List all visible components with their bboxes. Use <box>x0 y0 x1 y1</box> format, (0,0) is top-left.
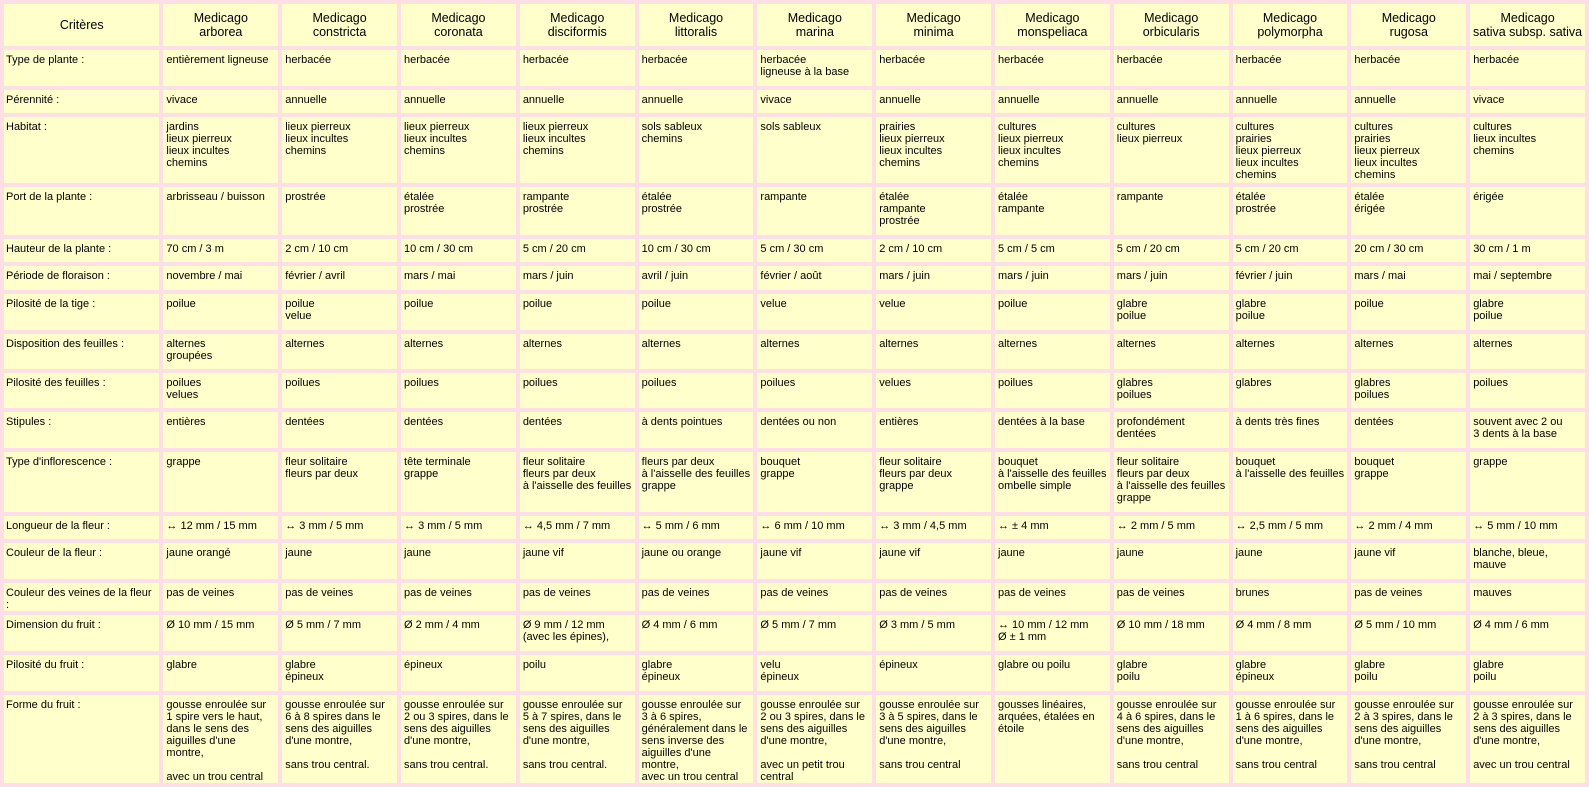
table-cell: gousse enroulée sur 2 à 3 spires, dans le sens des aiguilles d'une montre, avec un trou central <box>1470 695 1585 783</box>
row-label: Couleur de la fleur : <box>4 543 159 579</box>
row-label: Longueur de la fleur : <box>4 516 159 539</box>
table-cell: sols sableux <box>757 117 872 183</box>
species-header: Medicago minima <box>876 4 991 46</box>
table-cell: alternes <box>1351 334 1466 369</box>
table-cell: alternes <box>757 334 872 369</box>
table-cell: rampante prostrée <box>520 187 635 235</box>
table-cell: pas de veines <box>401 583 516 611</box>
table-cell: poilues <box>282 373 397 408</box>
table-row <box>4 655 1585 691</box>
table-cell: étalée prostrée <box>639 187 754 235</box>
table-cell: jaune orangé <box>163 543 278 579</box>
table-cell: alternes <box>876 334 991 369</box>
table-cell: brunes <box>1233 583 1348 611</box>
table-cell: ↔ 5 mm / 6 mm <box>639 516 754 539</box>
table-cell: alternes <box>282 334 397 369</box>
table-cell: jaune <box>282 543 397 579</box>
table-cell: ↔ 12 mm / 15 mm <box>163 516 278 539</box>
table-cell: fleur solitaire fleurs par deux à l'aisselle des feuilles grappe <box>1114 452 1229 512</box>
table-cell: poilue <box>401 294 516 330</box>
table-cell: arbrisseau / buisson <box>163 187 278 235</box>
table-cell: bouquet grappe <box>1351 452 1466 512</box>
table-cell: Ø 10 mm / 15 mm <box>163 615 278 651</box>
table-cell: herbacée <box>1233 50 1348 86</box>
table-cell: glabre poilue <box>1470 294 1585 330</box>
row-label: Pilosité des feuilles : <box>4 373 159 408</box>
table-row <box>4 412 1585 448</box>
species-header: Medicago littoralis <box>639 4 754 46</box>
table-cell: annuelle <box>876 90 991 113</box>
table-cell: gousse enroulée sur 1 spire vers le haut, dans le sens des aiguilles d'une montre, avec un trou central <box>163 695 278 783</box>
table-cell: lieux pierreux lieux incultes chemins <box>282 117 397 183</box>
table-cell: jaune <box>1114 543 1229 579</box>
table-cell: mai / septembre <box>1470 266 1585 290</box>
table-cell: cultures prairies lieux pierreux lieux incultes chemins <box>1351 117 1466 183</box>
row-label: Type de plante : <box>4 50 159 86</box>
table-cell: Ø 5 mm / 7 mm <box>282 615 397 651</box>
table-cell: poilue <box>639 294 754 330</box>
table-cell: glabres poilues <box>1114 373 1229 408</box>
table-cell: étalée rampante <box>995 187 1110 235</box>
table-cell: ↔ 10 mm / 12 mm Ø ± 1 mm <box>995 615 1110 651</box>
table-cell: mars / juin <box>520 266 635 290</box>
table-cell: velues <box>876 373 991 408</box>
table-cell: lieux pierreux lieux incultes chemins <box>401 117 516 183</box>
species-header: Medicago orbicularis <box>1114 4 1229 46</box>
table-cell: herbacée ligneuse à la base <box>757 50 872 86</box>
table-cell: dentées à la base <box>995 412 1110 448</box>
species-header: Medicago marina <box>757 4 872 46</box>
table-cell: 30 cm / 1 m <box>1470 239 1585 262</box>
table-cell: jaune vif <box>757 543 872 579</box>
table-cell: mars / juin <box>995 266 1110 290</box>
table-row <box>4 615 1585 651</box>
table-body <box>4 50 1585 783</box>
table-cell: lieux pierreux lieux incultes chemins <box>520 117 635 183</box>
row-label: Habitat : <box>4 117 159 183</box>
table-cell: dentées ou non <box>757 412 872 448</box>
table-cell: pas de veines <box>639 583 754 611</box>
table-cell: février / avril <box>282 266 397 290</box>
table-cell: prairies lieux pierreux lieux incultes chemins <box>876 117 991 183</box>
table-cell: jaune <box>995 543 1110 579</box>
table-cell: fleur solitaire fleurs par deux grappe <box>876 452 991 512</box>
table-cell: cultures lieux pierreux <box>1114 117 1229 183</box>
table-cell: ↔ 4,5 mm / 7 mm <box>520 516 635 539</box>
species-header: Medicago disciformis <box>520 4 635 46</box>
table-cell: poilue <box>163 294 278 330</box>
table-cell: herbacée <box>401 50 516 86</box>
table-cell: pas de veines <box>520 583 635 611</box>
table-cell: ↔ 3 mm / 5 mm <box>282 516 397 539</box>
table-cell: 5 cm / 20 cm <box>1114 239 1229 262</box>
row-label: Port de la plante : <box>4 187 159 235</box>
table-cell: gousse enroulée sur 2 à 3 spires, dans le sens des aiguilles d'une montre, sans trou central <box>1351 695 1466 783</box>
table-cell: alternes <box>520 334 635 369</box>
table-cell: ↔ ± 4 mm <box>995 516 1110 539</box>
table-cell: jaune <box>401 543 516 579</box>
table-cell: poilue velue <box>282 294 397 330</box>
table-cell: alternes <box>1233 334 1348 369</box>
table-row <box>4 117 1585 183</box>
table-cell: 5 cm / 5 cm <box>995 239 1110 262</box>
table-row <box>4 373 1585 408</box>
table-cell: pas de veines <box>995 583 1110 611</box>
table-cell: ↔ 2 mm / 5 mm <box>1114 516 1229 539</box>
table-cell: annuelle <box>1114 90 1229 113</box>
table-cell: pas de veines <box>163 583 278 611</box>
table-cell: mars / mai <box>1351 266 1466 290</box>
table-cell: herbacée <box>1470 50 1585 86</box>
table-cell: Ø 2 mm / 4 mm <box>401 615 516 651</box>
table-cell: annuelle <box>520 90 635 113</box>
table-cell: glabre ou poilu <box>995 655 1110 691</box>
table-cell: à dents très fines <box>1233 412 1348 448</box>
table-cell: poilue <box>995 294 1110 330</box>
table-cell: herbacée <box>520 50 635 86</box>
table-cell: pas de veines <box>757 583 872 611</box>
table-cell: velu épineux <box>757 655 872 691</box>
table-row <box>4 695 1585 783</box>
header-row <box>4 4 1585 46</box>
table-row <box>4 583 1585 611</box>
table-cell: glabre poilue <box>1233 294 1348 330</box>
table-cell: étalée prostrée <box>401 187 516 235</box>
table-cell: Ø 3 mm / 5 mm <box>876 615 991 651</box>
table-cell: vivace <box>1470 90 1585 113</box>
table-cell: 70 cm / 3 m <box>163 239 278 262</box>
table-cell: grappe <box>1470 452 1585 512</box>
table-cell: fleur solitaire fleurs par deux à l'aisselle des feuilles <box>520 452 635 512</box>
table-cell: rampante <box>757 187 872 235</box>
table-cell: ↔ 3 mm / 4,5 mm <box>876 516 991 539</box>
table-row <box>4 516 1585 539</box>
table-cell: glabre poilu <box>1470 655 1585 691</box>
table-cell: fleurs par deux à l'aisselle des feuilles grappe <box>639 452 754 512</box>
row-label: Période de floraison : <box>4 266 159 290</box>
table-row <box>4 543 1585 579</box>
table-cell: Ø 4 mm / 8 mm <box>1233 615 1348 651</box>
table-cell: cultures lieux pierreux lieux incultes chemins <box>995 117 1110 183</box>
criteria-header: Critères <box>4 4 159 46</box>
table-cell: glabres poilues <box>1351 373 1466 408</box>
table-cell: 10 cm / 30 cm <box>401 239 516 262</box>
table-cell: bouquet grappe <box>757 452 872 512</box>
table-cell: alternes <box>1470 334 1585 369</box>
table-cell: poilues velues <box>163 373 278 408</box>
table-cell: mauves <box>1470 583 1585 611</box>
table-cell: herbacée <box>1351 50 1466 86</box>
table-cell: alternes <box>995 334 1110 369</box>
table-cell: tête terminale grappe <box>401 452 516 512</box>
species-header: Medicago rugosa <box>1351 4 1466 46</box>
table-cell: pas de veines <box>876 583 991 611</box>
table-cell: dentées <box>1351 412 1466 448</box>
table-cell: novembre / mai <box>163 266 278 290</box>
table-cell: 20 cm / 30 cm <box>1351 239 1466 262</box>
table-cell: gousse enroulée sur 2 ou 3 spires, dans le sens des aiguilles d'une montre, avec un petit trou central <box>757 695 872 783</box>
row-label: Forme du fruit : <box>4 695 159 783</box>
table-cell: jaune ou orange <box>639 543 754 579</box>
table-cell: glabre poilu <box>1351 655 1466 691</box>
table-cell: Ø 10 mm / 18 mm <box>1114 615 1229 651</box>
table-cell: poilues <box>401 373 516 408</box>
table-cell: étalée rampante prostrée <box>876 187 991 235</box>
table-cell: poilu <box>520 655 635 691</box>
table-cell: cultures lieux incultes chemins <box>1470 117 1585 183</box>
table-row <box>4 294 1585 330</box>
table-cell: entièrement ligneuse <box>163 50 278 86</box>
table-cell: dentées <box>282 412 397 448</box>
table-cell: profondément dentées <box>1114 412 1229 448</box>
table-cell: jaune <box>1233 543 1348 579</box>
table-cell: glabre épineux <box>282 655 397 691</box>
table-cell: Ø 4 mm / 6 mm <box>639 615 754 651</box>
table-cell: Ø 5 mm / 7 mm <box>757 615 872 651</box>
table-cell: ↔ 2,5 mm / 5 mm <box>1233 516 1348 539</box>
table-row <box>4 90 1585 113</box>
table-cell: annuelle <box>1233 90 1348 113</box>
table-cell: jardins lieux pierreux lieux incultes chemins <box>163 117 278 183</box>
table-row <box>4 334 1585 369</box>
table-cell: annuelle <box>282 90 397 113</box>
table-cell: poilues <box>757 373 872 408</box>
table-cell: Ø 9 mm / 12 mm (avec les épines), <box>520 615 635 651</box>
table-cell: poilue <box>520 294 635 330</box>
table-cell: poilue <box>1351 294 1466 330</box>
table-cell: glabre épineux <box>639 655 754 691</box>
table-cell: herbacée <box>876 50 991 86</box>
table-cell: 5 cm / 20 cm <box>520 239 635 262</box>
table-cell: ↔ 5 mm / 10 mm <box>1470 516 1585 539</box>
table-cell: mars / juin <box>876 266 991 290</box>
table-cell: jaune vif <box>1351 543 1466 579</box>
table-row <box>4 50 1585 86</box>
table-cell: dentées <box>401 412 516 448</box>
table-cell: annuelle <box>995 90 1110 113</box>
table-cell: à dents pointues <box>639 412 754 448</box>
species-header: Medicago arborea <box>163 4 278 46</box>
table-cell: alternes groupées <box>163 334 278 369</box>
table-cell: alternes <box>1114 334 1229 369</box>
row-label: Stipules : <box>4 412 159 448</box>
table-cell: gousse enroulée sur 3 à 6 spires, généralement dans le sens inverse des aiguilles d'une montre, avec un trou central <box>639 695 754 783</box>
table-cell: 2 cm / 10 cm <box>282 239 397 262</box>
table-cell: pas de veines <box>1351 583 1466 611</box>
table-cell: Ø 4 mm / 6 mm <box>1470 615 1585 651</box>
table-cell: étalée érigée <box>1351 187 1466 235</box>
table-cell: gousse enroulée sur 3 à 5 spires, dans le sens des aiguilles d'une montre, sans trou central <box>876 695 991 783</box>
table-cell: gousses linéaires, arquées, étalées en étoile <box>995 695 1110 783</box>
table-cell: érigée <box>1470 187 1585 235</box>
table-cell: épineux <box>401 655 516 691</box>
species-header: Medicago coronata <box>401 4 516 46</box>
table-cell: poilues <box>995 373 1110 408</box>
table-cell: alternes <box>401 334 516 369</box>
table-cell: bouquet à l'aisselle des feuilles ombelle simple <box>995 452 1110 512</box>
table-cell: février / juin <box>1233 266 1348 290</box>
table-cell: fleur solitaire fleurs par deux <box>282 452 397 512</box>
table-cell: vivace <box>757 90 872 113</box>
table-cell: entières <box>876 412 991 448</box>
row-label: Pérennité : <box>4 90 159 113</box>
table-cell: pas de veines <box>282 583 397 611</box>
table-cell: rampante <box>1114 187 1229 235</box>
row-label: Pilosité du fruit : <box>4 655 159 691</box>
table-cell: gousse enroulée sur 4 à 6 spires, dans le sens des aiguilles d'une montre, sans trou central <box>1114 695 1229 783</box>
table-cell: souvent avec 2 ou 3 dents à la base <box>1470 412 1585 448</box>
table-cell: ↔ 2 mm / 4 mm <box>1351 516 1466 539</box>
table-cell: herbacée <box>639 50 754 86</box>
table-row <box>4 187 1585 235</box>
table-cell: gousse enroulée sur 5 à 7 spires, dans le sens des aiguilles d'une montre, sans trou central. <box>520 695 635 783</box>
table-cell: velue <box>757 294 872 330</box>
row-label: Pilosité de la tige : <box>4 294 159 330</box>
row-label: Dimension du fruit : <box>4 615 159 651</box>
table-row <box>4 239 1585 262</box>
table-cell: annuelle <box>401 90 516 113</box>
species-header: Medicago monspeliaca <box>995 4 1110 46</box>
table-cell: étalée prostrée <box>1233 187 1348 235</box>
species-header: Medicago constricta <box>282 4 397 46</box>
row-label: Type d'inflorescence : <box>4 452 159 512</box>
table-cell: ↔ 3 mm / 5 mm <box>401 516 516 539</box>
row-label: Hauteur de la plante : <box>4 239 159 262</box>
table-cell: poilues <box>520 373 635 408</box>
table-cell: sols sableux chemins <box>639 117 754 183</box>
table-cell: poilues <box>639 373 754 408</box>
table-cell: herbacée <box>995 50 1110 86</box>
table-cell: 2 cm / 10 cm <box>876 239 991 262</box>
table-cell: 5 cm / 20 cm <box>1233 239 1348 262</box>
species-header: Medicago sativa subsp. sativa <box>1470 4 1585 46</box>
table-cell: gousse enroulée sur 1 à 6 spires, dans le sens des aiguilles d'une montre, sans trou central <box>1233 695 1348 783</box>
table-cell: jaune vif <box>520 543 635 579</box>
table-cell: dentées <box>520 412 635 448</box>
table-cell: vivace <box>163 90 278 113</box>
table-cell: herbacée <box>282 50 397 86</box>
table-cell: poilues <box>1470 373 1585 408</box>
table-cell: glabre <box>163 655 278 691</box>
table-cell: jaune vif <box>876 543 991 579</box>
table-cell: grappe <box>163 452 278 512</box>
table-cell: pas de veines <box>1114 583 1229 611</box>
table-row <box>4 266 1585 290</box>
table-cell: cultures prairies lieux pierreux lieux incultes chemins <box>1233 117 1348 183</box>
row-label: Couleur des veines de la fleur : <box>4 583 159 611</box>
table-cell: gousse enroulée sur 6 à 8 spires dans le sens des aiguilles d'une montre, sans trou central. <box>282 695 397 783</box>
row-label: Disposition des feuilles : <box>4 334 159 369</box>
table-cell: 10 cm / 30 cm <box>639 239 754 262</box>
table-cell: bouquet à l'aisselle des feuilles <box>1233 452 1348 512</box>
table-cell: velue <box>876 294 991 330</box>
table-cell: annuelle <box>1351 90 1466 113</box>
table-cell: annuelle <box>639 90 754 113</box>
table-row <box>4 452 1585 512</box>
table-cell: prostrée <box>282 187 397 235</box>
table-cell: gousse enroulée sur 2 ou 3 spires, dans le sens des aiguilles d'une montre, sans trou central. <box>401 695 516 783</box>
table-cell: février / août <box>757 266 872 290</box>
table-cell: entières <box>163 412 278 448</box>
table-cell: glabre épineux <box>1233 655 1348 691</box>
table-cell: mars / juin <box>1114 266 1229 290</box>
table-cell: glabre poilu <box>1114 655 1229 691</box>
table-cell: glabres <box>1233 373 1348 408</box>
table-cell: Ø 5 mm / 10 mm <box>1351 615 1466 651</box>
species-header: Medicago polymorpha <box>1233 4 1348 46</box>
table-cell: glabre poilue <box>1114 294 1229 330</box>
table-cell: ↔ 6 mm / 10 mm <box>757 516 872 539</box>
table-cell: 5 cm / 30 cm <box>757 239 872 262</box>
table-cell: avril / juin <box>639 266 754 290</box>
table-cell: blanche, bleue, mauve <box>1470 543 1585 579</box>
table-cell: herbacée <box>1114 50 1229 86</box>
table-cell: mars / mai <box>401 266 516 290</box>
table-cell: alternes <box>639 334 754 369</box>
table-cell: épineux <box>876 655 991 691</box>
